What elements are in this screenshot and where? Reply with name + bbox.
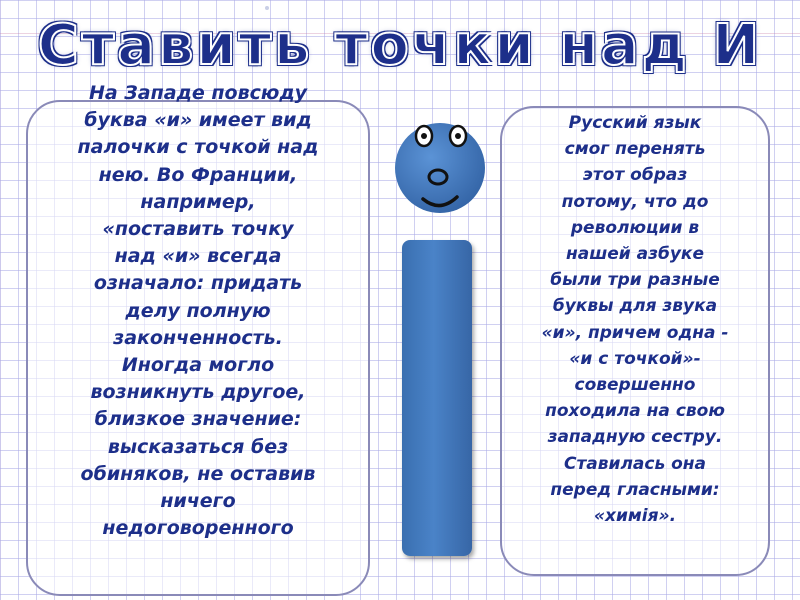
left-line: Иногда могло xyxy=(121,354,275,377)
left-line: недоговоренного xyxy=(102,517,294,540)
left-line: делу полную xyxy=(125,299,271,322)
left-line: нею. Во Франции, xyxy=(98,163,298,186)
left-panel-text xyxy=(28,80,368,542)
left-line: обиняков, не оставив xyxy=(80,462,316,485)
right-line: смог перенять xyxy=(564,139,706,160)
right-line: революции в xyxy=(570,217,700,238)
right-line: совершенно xyxy=(574,375,696,396)
right-line: западную сестру. xyxy=(547,427,723,448)
right-text-panel xyxy=(500,106,770,576)
right-line: «и», причем одна - xyxy=(541,322,729,343)
right-line: нашей азбуке xyxy=(565,244,704,265)
left-line: буква «и» имеет вид xyxy=(84,109,312,132)
right-line: походила на свою xyxy=(545,401,725,422)
right-line: «химiя». xyxy=(593,506,677,527)
left-line: ничего xyxy=(160,490,236,513)
left-pupil xyxy=(421,133,427,139)
left-line: означало: придать xyxy=(93,272,303,295)
right-line: были три разные xyxy=(550,270,720,291)
page-title: Ставить точки над И xyxy=(37,13,763,78)
left-line: близкое значение: xyxy=(94,408,302,431)
right-line: потому, что до xyxy=(561,191,709,212)
right-panel-text xyxy=(502,110,768,529)
left-line: На Западе повсюду xyxy=(88,82,308,104)
left-line: над «и» всегда xyxy=(114,245,282,268)
decorative-dot xyxy=(265,6,269,10)
smiley-face-icon xyxy=(393,121,487,215)
right-pupil xyxy=(455,133,461,139)
left-text-panel xyxy=(26,82,370,596)
right-line: «и с точкой»- xyxy=(569,348,701,369)
right-line: Ставилась она xyxy=(563,453,707,474)
right-line: Русский язык xyxy=(568,113,702,133)
left-line: например, xyxy=(140,190,256,213)
left-line: палочки с точкой над xyxy=(77,136,319,159)
left-line: «поставить точку xyxy=(102,218,294,241)
right-line: этот образ xyxy=(582,165,688,186)
letter-i-stick xyxy=(402,240,472,556)
right-line: буквы для звука xyxy=(552,296,718,317)
face-circle xyxy=(395,123,485,213)
left-line: высказаться без xyxy=(107,435,289,458)
left-line: законченность. xyxy=(113,326,283,349)
left-line: возникнуть другое, xyxy=(90,381,306,404)
right-line: перед гласными: xyxy=(550,479,720,500)
